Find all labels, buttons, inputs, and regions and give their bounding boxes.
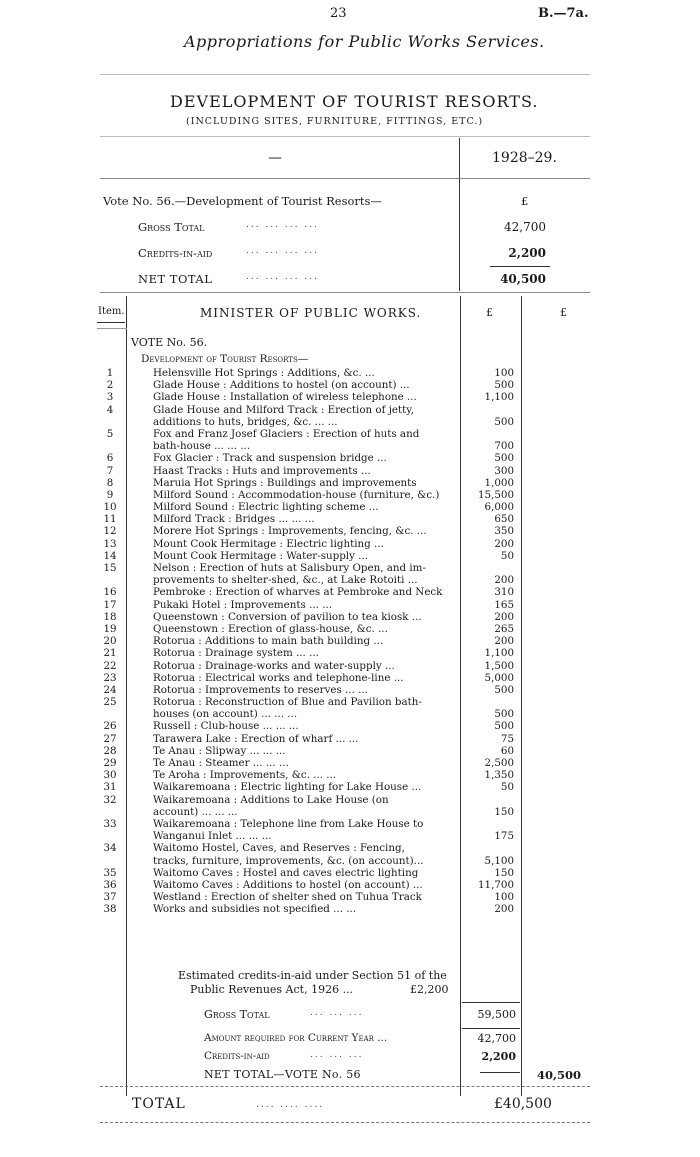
item-description: Westland : Erection of shelter shed on Tuhua Track [153,891,422,904]
item-amount: 11,700 [477,878,514,891]
item-amount: 100 [494,367,514,379]
item-number: 3 [106,391,114,404]
item-number: 18 [103,610,117,623]
item-description: Wanganui Inlet ... ... ... [153,830,272,843]
item-row [96,379,696,391]
item-row [96,404,696,416]
item-amount: 500 [494,683,514,696]
item-amount: 1,500 [484,659,514,672]
item-amount: 700 [494,440,514,453]
item-row [96,769,696,781]
column-1-currency: £ [486,306,493,319]
item-description: Mount Cook Hermitage : Electric lighting ... [153,537,384,550]
item-description: Morere Hot Springs : Improvements, fencing, &c. ... [153,525,427,538]
item-amount: 1,350 [484,769,514,782]
summary-net-value: 40,500 [500,272,546,286]
item-number: 31 [103,781,117,794]
vote-label: Vote No. 56.—Development of Tourist Resorts— [103,194,382,208]
item-description: Maruia Hot Springs : Buildings and improvements [153,476,417,489]
item-description: Helensville Hot Springs : Additions, &c. ... [153,367,375,379]
grand-total-label: TOTAL [132,1096,186,1112]
item-row [96,696,696,708]
item-description: Mount Cook Hermitage : Water-supply ... [153,549,368,562]
item-row [96,501,696,513]
item-header-underline [97,322,125,323]
item-row [96,720,696,732]
item-number: 5 [106,427,114,440]
item-description: Milford Sound : Electric lighting scheme ... [153,501,379,514]
item-amount: 150 [494,866,514,879]
item-number: 11 [103,513,117,526]
item-row [96,818,696,830]
credits-in-aid-value: 2,200 [481,1050,516,1063]
item-description: Glade House : Additions to hostel (on account) ... [153,379,410,392]
header-rule [100,74,590,75]
item-amount: 265 [494,622,514,635]
summary-header-rule [100,178,590,179]
title-rule [100,136,590,137]
item-number: 27 [103,732,117,745]
item-description: Rotorua : Drainage system ... ... [153,647,319,660]
summary-gross-label: Gross Total [138,220,205,234]
item-row [96,525,696,537]
item-row [96,891,696,903]
summary-credits-leaders: ... ... ... ... [246,246,319,256]
grand-total-value: £40,500 [494,1096,552,1112]
item-row [96,477,696,489]
item-row [96,830,696,842]
item-number: 14 [103,549,117,562]
item-number: 12 [103,525,117,538]
total-top-rule [100,1086,590,1087]
document-reference: B.—7a. [538,6,589,21]
item-number: 28 [103,744,117,757]
gross-total-rule [462,1002,520,1003]
amount-required-label: Amount required for Current Year ... [204,1032,388,1044]
item-number: 17 [103,598,117,611]
item-row [96,586,696,598]
summary-column-rule [459,138,460,291]
gross-total-value: 59,500 [477,1008,516,1021]
column-2-currency: £ [560,306,567,319]
item-number: 8 [106,476,114,489]
item-description: tracks, furniture, improvements, &c. (on account)... [153,854,424,867]
item-amount: 350 [494,525,514,538]
item-row [96,538,696,550]
item-number: 32 [103,793,117,806]
summary-bottom-rule [100,292,590,293]
summary-gross-leaders: ... ... ... ... [246,220,319,230]
item-row [96,684,696,696]
item-amount: 1,000 [484,476,514,489]
item-row [96,416,696,428]
item-number: 22 [103,659,117,672]
item-description: Te Aroha : Improvements, &c. ... ... [153,769,337,782]
item-row [96,867,696,879]
estimated-credits-amount: £2,200 [410,983,449,996]
gross-total-label: Gross Total [204,1008,270,1021]
item-description: Fox Glacier : Track and suspension bridge ... [153,452,387,465]
item-row [96,647,696,659]
item-description: account) ... ... ... [153,805,238,818]
item-description: Queenstown : Conversion of pavilion to tea kiosk ... [153,610,422,623]
item-description: Rotorua : Drainage-works and water-supply ... [153,659,395,672]
item-description: Fox and Franz Josef Glaciers : Erection of huts and [153,427,420,440]
item-row [96,842,696,854]
item-amount: 15,500 [477,488,514,501]
item-row [96,757,696,769]
item-row [96,367,696,379]
item-amount: 200 [494,574,514,587]
grand-total-leaders: .... .... .... [256,1100,325,1110]
item-row [96,513,696,525]
item-row [96,903,696,915]
item-description: Milford Sound : Accommodation-house (furniture, &c.) [153,488,440,501]
item-row [96,660,696,672]
estimated-credits-line-1: Estimated credits-in-aid under Section 51 of the [178,969,447,982]
item-description: Pukaki Hotel : Improvements ... ... [153,598,333,611]
item-description: Glade House and Milford Track : Erection of jetty, [153,403,414,416]
item-amount: 2,500 [484,757,514,769]
item-number: 9 [106,488,114,501]
item-amount: 75 [500,732,514,745]
vote-heading: VOTE No. 56. [131,336,208,349]
item-row [96,574,696,586]
summary-credits-rule [490,266,550,267]
item-description: Works and subsidies not specified ... ... [153,903,357,916]
item-amount: 175 [494,830,514,843]
item-row [96,672,696,684]
item-amount: 650 [494,513,514,526]
amount-required-value: 42,700 [477,1032,516,1045]
item-description: Rotorua : Reconstruction of Blue and Pavilion bath- [153,696,422,709]
summary-credits-label: Credits-in-aid [138,246,213,260]
item-description: Te Anau : Steamer ... ... ... [153,757,289,769]
item-row [96,855,696,867]
item-description: Waikaremoana : Additions to Lake House (on [153,793,389,806]
item-amount: 200 [494,635,514,648]
item-number: 10 [103,501,117,514]
summary-dash: — [268,150,282,166]
item-description: additions to huts, bridges, &c. ... ... [153,415,338,428]
item-amount: 6,000 [484,501,514,514]
item-number: 15 [103,562,117,574]
item-amount: 165 [494,598,514,611]
item-description: Glade House : Installation of wireless telephone ... [153,391,417,404]
item-amount: 300 [494,464,514,477]
item-amount: 200 [494,537,514,550]
item-amount: 60 [500,744,514,757]
summary-gross-value: 42,700 [504,220,546,234]
item-row [96,440,696,452]
item-description: Te Anau : Slipway ... ... ... [153,744,286,757]
item-number: 29 [103,757,117,769]
item-amount: 100 [494,891,514,904]
item-amount: 1,100 [484,647,514,660]
net-total-label: NET TOTAL—VOTE No. 56 [204,1068,361,1081]
item-row [96,428,696,440]
item-number: 13 [103,537,117,550]
item-column-header: Item. [98,306,125,317]
item-description: bath-house ... ... ... [153,440,251,453]
item-description: Waitomo Caves : Hostel and caves electric lighting [153,866,419,879]
item-row [96,611,696,623]
ministry-heading-rule [97,328,127,329]
item-amount: 1,100 [484,391,514,404]
page-subtitle: (INCLUDING SITES, FURNITURE, FITTINGS, ETC.) [186,116,484,127]
item-row [96,562,696,574]
item-row [96,745,696,757]
ministry-heading: MINISTER OF PUBLIC WORKS. [200,306,422,320]
item-amount: 500 [494,720,514,733]
item-number: 37 [103,891,117,904]
item-number: 2 [106,379,114,392]
item-description: Waikaremoana : Telephone line from Lake House to [153,817,424,830]
item-description: Waikaremoana : Electric lighting for Lake House ... [153,781,422,794]
item-description: Russell : Club-house ... ... ... [153,720,299,733]
item-number: 1 [106,367,114,379]
item-number: 30 [103,769,117,782]
item-amount: 150 [494,805,514,818]
running-title: Appropriations for Public Works Services. [184,32,545,51]
item-row [96,452,696,464]
item-number: 23 [103,671,117,684]
item-row [96,635,696,647]
summary-credits-value: 2,200 [508,246,546,260]
item-number: 21 [103,647,117,660]
item-amount: 200 [494,903,514,916]
item-description: Waitomo Caves : Additions to hostel (on account) ... [153,878,423,891]
estimated-credits-line-2: Public Revenues Act, 1926 ... [190,983,354,996]
item-number: 20 [103,635,117,648]
item-row [96,708,696,720]
credits-in-aid-label: Credits-in-aid [204,1050,270,1062]
item-number: 4 [106,403,114,416]
item-number: 35 [103,866,117,879]
summary-net-label: NET TOTAL [138,272,213,286]
item-row [96,550,696,562]
item-description: Haast Tracks : Huts and improvements ... [153,464,371,477]
item-number: 7 [106,464,114,477]
item-row [96,879,696,891]
item-description: Rotorua : Electrical works and telephone-line ... [153,671,404,684]
section-heading: Development of Tourist Resorts— [141,353,309,365]
summary-currency: £ [521,194,529,208]
item-amount: 310 [494,586,514,599]
item-row [96,465,696,477]
item-row [96,781,696,793]
item-amount: 5,000 [484,671,514,684]
item-row [96,623,696,635]
item-description: provements to shelter-shed, &c., at Lake Rotoiti ... [153,574,418,587]
item-row [96,733,696,745]
item-row [96,391,696,403]
item-description: Milford Track : Bridges ... ... ... [153,513,315,526]
item-amount: 500 [494,708,514,721]
item-amount: 200 [494,610,514,623]
net-total-value: 40,500 [536,1068,581,1082]
page-number: 23 [330,6,347,21]
credits-in-aid-leaders: ... ... ... [310,1050,364,1060]
item-amount: 5,100 [484,854,514,867]
item-amount: 500 [494,379,514,392]
item-number: 36 [103,878,117,891]
item-amount: 50 [500,781,514,794]
page-title: DEVELOPMENT OF TOURIST RESORTS. [170,92,539,111]
item-description: Queenstown : Erection of glass-house, &c. ... [153,622,388,635]
item-number: 34 [103,842,117,855]
item-number: 33 [103,817,117,830]
item-number: 19 [103,622,117,635]
item-row [96,806,696,818]
required-rule [462,1028,520,1029]
item-description: houses (on account) ... ... ... [153,708,298,721]
total-bottom-rule [100,1122,590,1123]
item-description: Nelson : Erection of huts at Salisbury Open, and im- [153,562,426,574]
item-description: Rotorua : Additions to main bath building ... [153,635,384,648]
item-description: Tarawera Lake : Erection of wharf ... ... [153,732,359,745]
item-row [96,599,696,611]
item-number: 24 [103,683,117,696]
item-number: 16 [103,586,117,599]
item-row [96,489,696,501]
items-list [96,367,696,915]
summary-year: 1928–29. [492,150,557,166]
item-row [96,794,696,806]
item-description: Pembroke : Erection of wharves at Pembroke and Neck [153,586,443,599]
item-amount: 50 [500,549,514,562]
item-description: Waitomo Hostel, Caves, and Reserves : Fencing, [153,842,405,855]
gross-total-leaders: ... ... ... [310,1008,364,1018]
item-number: 25 [103,696,117,709]
item-description: Rotorua : Improvements to reserves ... ... [153,683,368,696]
item-number: 26 [103,720,117,733]
net-total-rule [480,1072,520,1073]
summary-net-leaders: ... ... ... ... [246,272,319,282]
item-amount: 500 [494,452,514,465]
item-number: 6 [106,452,114,465]
item-number: 38 [103,903,117,916]
item-amount: 500 [494,415,514,428]
